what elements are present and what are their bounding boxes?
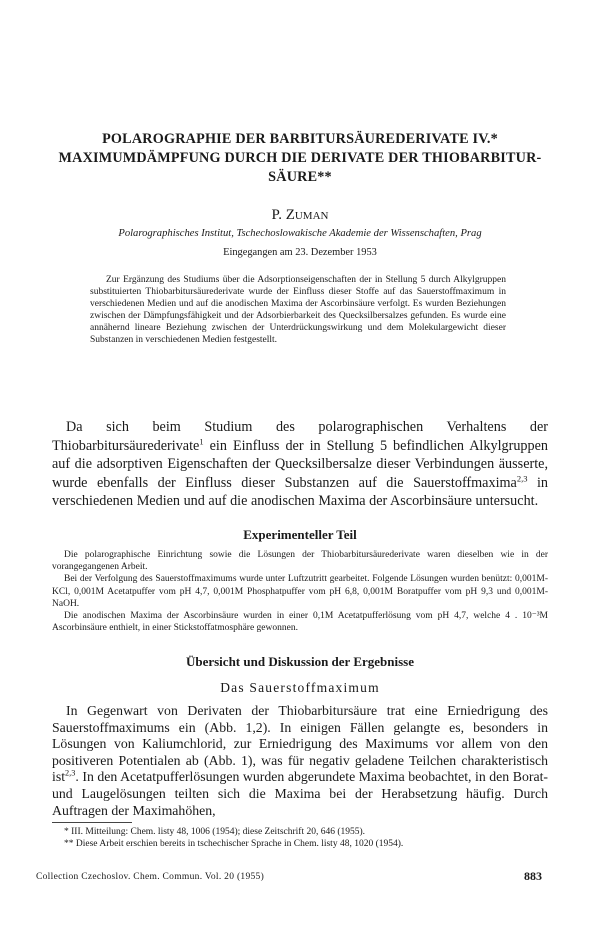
title-line-1: POLAROGRAPHIE DER BARBITURSÄUREDERIVATE IV.*	[102, 131, 498, 147]
discussion-paragraph	[52, 703, 548, 819]
author	[0, 207, 600, 224]
received-date: Eingegangen am 23. Dezember 1953	[223, 247, 377, 258]
title-line-3: SÄURE**	[268, 169, 332, 185]
abstract: Zur Ergänzung des Studiums über die Adsorptionseigenschaften der in Stellung 5 durch Alkylgruppen substituierten Thiobarbitursäurederivate wurde der Einfluss dieser Stoffe auf das Sauerstoffmaximum in verschiedenen Medien und auf die anodischen Maxima der Ascorbinsäure verfolgt. Es wurden Beziehungen zwischen der Dämpfungsfähigkeit und der Adsorbierbarkeit des Quecksilbersalzes gefunden. Es wurde eine annähernd lineare Beziehung zwischen der Unterdrückungswirkung und dem Molekulargewicht dieser Substanzen in verschiedenen Medien festgestellt.	[90, 275, 506, 346]
intro-paragraph	[52, 418, 548, 511]
subheading-oxygen-maximum: Das Sauerstoffmaximum	[220, 680, 380, 695]
footnote-divider	[52, 822, 132, 823]
discussion-text-2: . In den Acetatpufferlösungen wurden abgerundete Maxima beobachtet, in den Borat- und Laugelösungen teilten sich die Maxima bei der Herabsetzung häufig. Durch Auftragen der Maximahöhen,	[52, 769, 548, 818]
intro-ref-2: 2,3	[516, 473, 528, 484]
discussion-ref-1: 2,3	[65, 768, 76, 778]
page-number: 883	[524, 869, 542, 883]
intro-text-1: Da sich beim Studium des polarographischen Verhaltens der Thiobarbitursäurederivate	[52, 419, 548, 454]
intro-text-3: in verschiedenen Medien und auf die anodischen Maxima der Ascorbinsäure untersucht.	[52, 474, 548, 510]
footnote-2: ** Diese Arbeit erschien bereits in tschechischer Sprache in Chem. listy 48, 1020 (1954).	[64, 839, 404, 850]
intro-text-2: ein Einfluss der in Stellung 5 befindlichen Alkylgruppen auf die adsorptiven Eigenschaften der Quecksilbersalze dieser Verbindungen äusserte, wurde ebenfalls der Einfluss dieser Substanzen auf die Sauerstoffmaxima	[52, 437, 548, 491]
affiliation: Polarographisches Institut, Tschechoslowakische Akademie der Wissenschaften, Prag	[118, 228, 482, 239]
heading-discussion: Übersicht und Diskussion der Ergebnisse	[185, 654, 415, 669]
intro-ref-1: 1	[199, 435, 204, 446]
title-line-2: MAXIMUMDÄMPFUNG DURCH DIE DERIVATE DER THIOBARBITUR-	[58, 150, 542, 166]
article-title	[40, 130, 560, 187]
author-initial: P.	[271, 207, 282, 223]
experimental-paragraph-1: Die polarographische Einrichtung sowie die Lösungen der Thiobarbitursäurederivate waren dieselben wie in der vorangegangenen Arbeit.	[52, 550, 548, 573]
experimental-section	[52, 549, 548, 634]
experimental-paragraph-2: Bei der Verfolgung des Sauerstoffmaximums wurde unter Luftzutritt gearbeitet. Folgende Lösungen wurden benützt: 0,001M-KCl, 0,001M Acetatpuffer vom pH 4,7, 0,001M Phosphatpuffer vom pH 6,8, 0,001M Boratpuffer vom pH 9,3 und 0,001M-NaOH.	[52, 574, 548, 609]
discussion-text-1: In Gegenwart von Derivaten der Thiobarbitursäure trat eine Erniedrigung des Sauerstoffmaximums ein (Abb. 1,2). In einigen Fällen gelangte es, besonders in Lösungen von Kaliumchlorid, zur Erniedrigung des Maximums vor allem von den positiveren Potentialen ab (Abb. 1), was für negativ geladene Teilchen charakteristisch ist	[52, 703, 548, 785]
footnote-1: * III. Mitteilung: Chem. listy 48, 1006 (1954); diese Zeitschrift 20, 646 (1955).	[64, 827, 366, 837]
footnotes	[52, 826, 548, 851]
author-surname: Zuman	[285, 207, 329, 223]
experimental-paragraph-3: Die anodischen Maxima der Ascorbinsäure wurden in einer 0,1M Acetatpufferlösung vom pH 4,7, welche 4 . 10⁻³M Ascorbinsäure enthielt, in einer Stickstoffatmosphäre gewonnen.	[52, 611, 548, 634]
journal-citation: Collection Czechoslov. Chem. Commun. Vol. 20 (1955)	[36, 872, 265, 882]
heading-experimental: Experimenteller Teil	[243, 527, 357, 542]
